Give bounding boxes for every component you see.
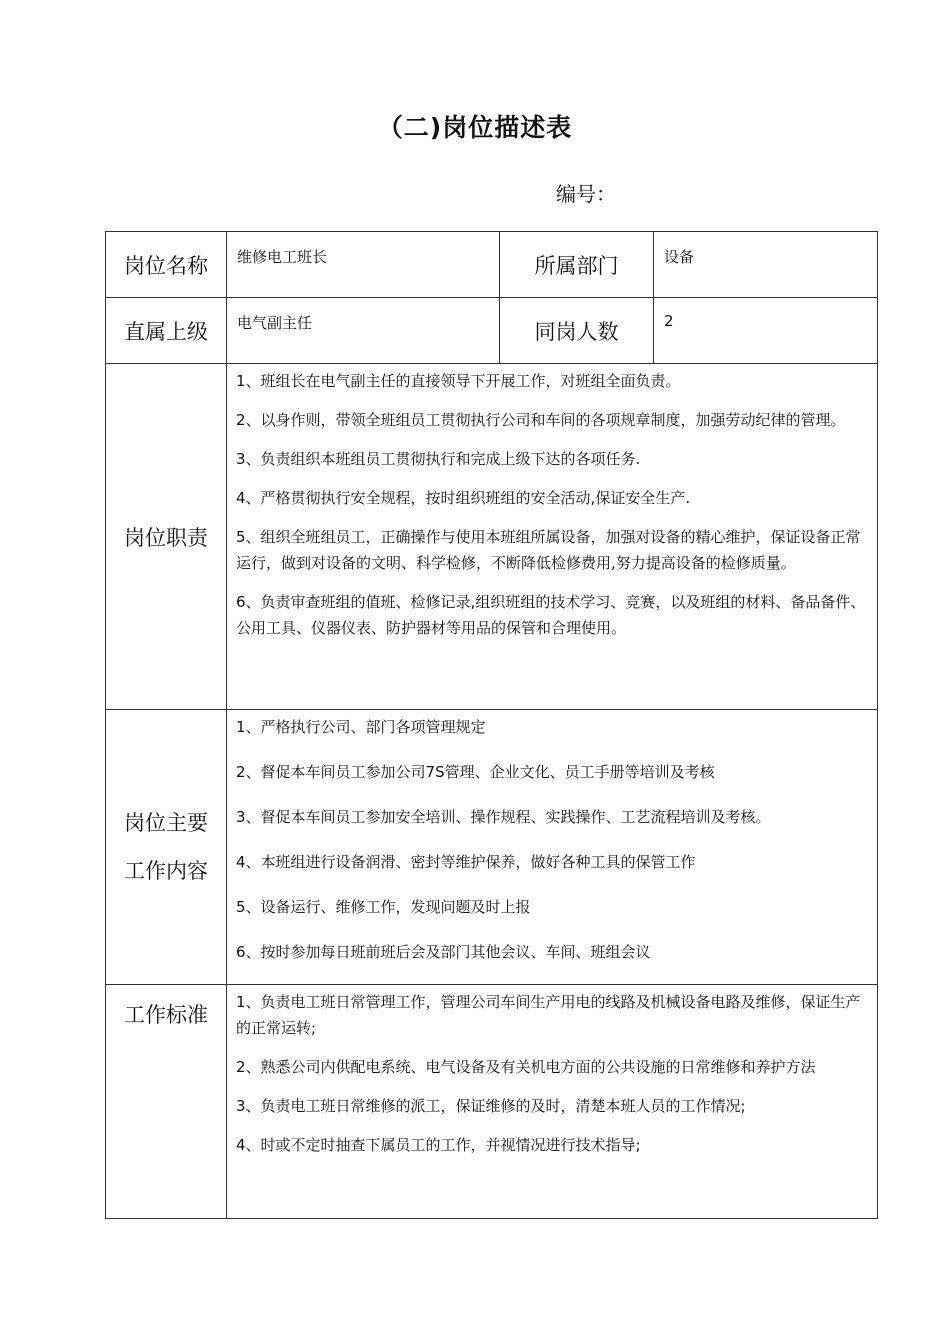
page-title: （二)岗位描述表 — [377, 113, 573, 142]
standard-item: 2、熟悉公司内供配电系统、电气设备及有关机电方面的公共设施的日常维修和养护方法 — [236, 1058, 816, 1076]
job-description-table — [105, 231, 878, 1219]
headcount-label: 同岗人数 — [500, 298, 654, 364]
duties-label: 岗位职责 — [106, 364, 227, 710]
supervisor-label: 直属上级 — [106, 298, 227, 364]
headcount-value: 2 — [654, 298, 878, 364]
work-item: 4、本班组进行设备润滑、密封等维护保养，做好各种工具的保管工作 — [236, 853, 696, 871]
work-item: 5、设备运行、维修工作，发现问题及时上报 — [236, 898, 531, 916]
duty-item: 3、负责组织本班组员工贯彻执行和完成上级下达的各项任务. — [236, 450, 641, 468]
table-row — [106, 232, 878, 298]
post-name-label: 岗位名称 — [106, 232, 227, 298]
work-content-label — [106, 710, 227, 985]
work-item: 1、严格执行公司、部门各项管理规定 — [236, 718, 486, 736]
work-label-line1: 岗位主要 — [124, 811, 208, 835]
supervisor-value: 电气副主任 — [227, 298, 500, 364]
duty-item: 4、严格贯彻执行安全规程，按时组织班组的安全活动,保证安全生产. — [236, 489, 691, 507]
duties-content — [227, 364, 878, 710]
department-value: 设备 — [654, 232, 878, 298]
work-content — [227, 710, 878, 985]
table-row — [106, 298, 878, 364]
table-row — [106, 364, 878, 710]
standard-item: 1、负责电工班日常管理工作，管理公司车间生产用电的线路及机械设备电路及维修，保证生产的正常运转; — [236, 993, 861, 1037]
duty-item: 6、负责审查班组的值班、检修记录,组织班组的技术学习、竞赛，以及班组的材料、备品备件、公用工具、仪器仪表、防护器材等用品的保管和合理使用。 — [236, 593, 866, 637]
standard-item: 3、负责电工班日常维修的派工，保证维修的及时，清楚本班人员的工作情况; — [236, 1097, 746, 1115]
standards-content — [227, 985, 878, 1219]
work-item: 6、按时参加每日班前班后会及部门其他会议、车间、班组会议 — [236, 943, 651, 961]
department-label: 所属部门 — [500, 232, 654, 298]
number-label: 编号： — [556, 182, 616, 206]
standard-item: 4、时或不定时抽查下属员工的工作，并视情况进行技术指导; — [236, 1136, 641, 1154]
table-row — [106, 985, 878, 1219]
work-label-line2: 工作内容 — [124, 859, 208, 883]
duty-item: 1、班组长在电气副主任的直接领导下开展工作，对班组全面负责。 — [236, 372, 681, 390]
work-item: 2、督促本车间员工参加公司7S管理、企业文化、员工手册等培训及考核 — [236, 763, 715, 781]
table-row — [106, 710, 878, 985]
standards-label: 工作标准 — [106, 985, 227, 1219]
work-item: 3、督促本车间员工参加安全培训、操作规程、实践操作、工艺流程培训及考核。 — [236, 808, 771, 826]
post-name-value: 维修电工班长 — [227, 232, 500, 298]
duty-item: 2、以身作则，带领全班组员工贯彻执行公司和车间的各项规章制度，加强劳动纪律的管理。 — [236, 411, 846, 429]
duty-item: 5、组织全班组员工，正确操作与使用本班组所属设备，加强对设备的精心维护，保证设备正常运行，做到对设备的文明、科学检修，不断降低检修费用,努力提高设备的检修质量。 — [236, 528, 861, 572]
